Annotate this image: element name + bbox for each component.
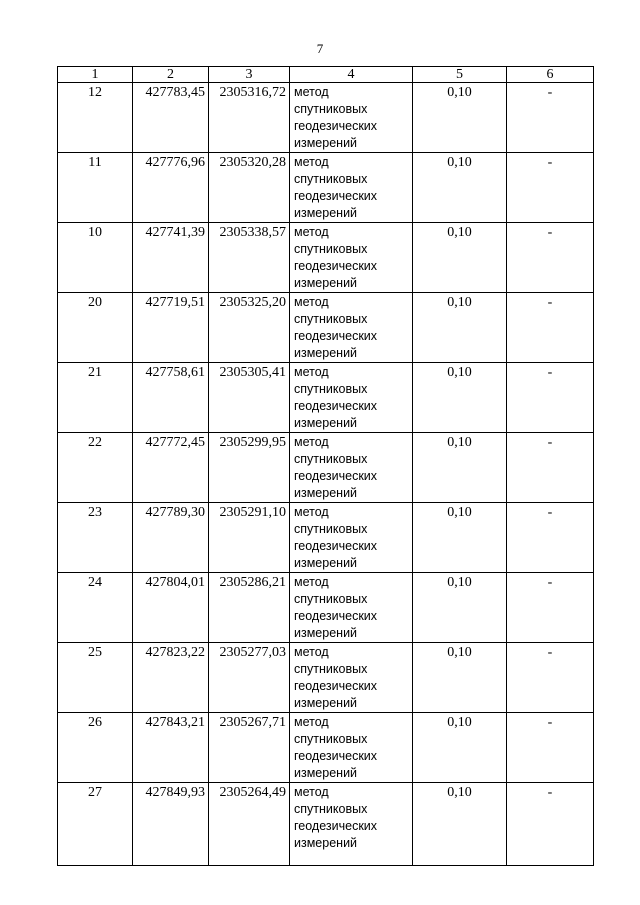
accuracy-cell: 0,10 bbox=[413, 503, 507, 573]
x-coordinate-cell: 427804,01 bbox=[133, 573, 209, 643]
x-coordinate-cell: 427843,21 bbox=[133, 713, 209, 783]
method-cell bbox=[290, 433, 413, 503]
method-text-line: метод bbox=[294, 645, 329, 659]
accuracy-cell: 0,10 bbox=[413, 783, 507, 866]
column-header: 6 bbox=[507, 67, 594, 83]
method-text-line: спутниковых bbox=[294, 312, 368, 326]
x-coordinate-cell: 427776,96 bbox=[133, 153, 209, 223]
method-text-line: спутниковых bbox=[294, 172, 368, 186]
column-header: 3 bbox=[209, 67, 290, 83]
x-coordinate-cell: 427719,51 bbox=[133, 293, 209, 363]
point-number-cell: 12 bbox=[58, 83, 133, 153]
method-text-line: метод bbox=[294, 505, 329, 519]
y-coordinate-cell: 2305325,20 bbox=[209, 293, 290, 363]
column-header: 2 bbox=[133, 67, 209, 83]
column-header: 5 bbox=[413, 67, 507, 83]
accuracy-cell: 0,10 bbox=[413, 573, 507, 643]
accuracy-cell: 0,10 bbox=[413, 363, 507, 433]
table-row bbox=[58, 223, 594, 293]
x-coordinate-cell: 427772,45 bbox=[133, 433, 209, 503]
formula-cell: - bbox=[507, 713, 594, 783]
method-cell bbox=[290, 83, 413, 153]
point-number-cell: 25 bbox=[58, 643, 133, 713]
method-text-line: геодезических bbox=[294, 749, 378, 763]
method-text-line: спутниковых bbox=[294, 452, 368, 466]
method-text-line: спутниковых bbox=[294, 802, 368, 816]
formula-cell: - bbox=[507, 223, 594, 293]
x-coordinate-cell: 427741,39 bbox=[133, 223, 209, 293]
method-text-line: метод bbox=[294, 85, 329, 99]
formula-cell: - bbox=[507, 293, 594, 363]
accuracy-cell: 0,10 bbox=[413, 83, 507, 153]
accuracy-cell: 0,10 bbox=[413, 153, 507, 223]
point-number-cell: 24 bbox=[58, 573, 133, 643]
point-number-cell: 21 bbox=[58, 363, 133, 433]
table-row bbox=[58, 293, 594, 363]
method-text-line: метод bbox=[294, 575, 329, 589]
method-text-line: спутниковых bbox=[294, 242, 368, 256]
y-coordinate-cell: 2305299,95 bbox=[209, 433, 290, 503]
formula-cell: - bbox=[507, 643, 594, 713]
accuracy-cell: 0,10 bbox=[413, 643, 507, 713]
method-text-line: геодезических bbox=[294, 399, 378, 413]
method-text-line: спутниковых bbox=[294, 592, 368, 606]
y-coordinate-cell: 2305291,10 bbox=[209, 503, 290, 573]
accuracy-cell: 0,10 bbox=[413, 713, 507, 783]
method-text-line: метод bbox=[294, 435, 329, 449]
x-coordinate-cell: 427758,61 bbox=[133, 363, 209, 433]
y-coordinate-cell: 2305286,21 bbox=[209, 573, 290, 643]
method-text-line: спутниковых bbox=[294, 662, 368, 676]
method-text-line: измерений bbox=[294, 696, 358, 710]
point-number-cell: 23 bbox=[58, 503, 133, 573]
coordinates-table bbox=[57, 66, 594, 866]
method-text-line: геодезических bbox=[294, 679, 378, 693]
point-number-cell: 26 bbox=[58, 713, 133, 783]
method-text-line: геодезических bbox=[294, 259, 378, 273]
method-cell bbox=[290, 153, 413, 223]
method-text-line: измерений bbox=[294, 416, 358, 430]
y-coordinate-cell: 2305267,71 bbox=[209, 713, 290, 783]
method-text-line: измерений bbox=[294, 346, 358, 360]
formula-cell: - bbox=[507, 503, 594, 573]
method-text-line: метод bbox=[294, 225, 329, 239]
method-text-line: спутниковых bbox=[294, 102, 368, 116]
y-coordinate-cell: 2305305,41 bbox=[209, 363, 290, 433]
method-text-line: геодезических bbox=[294, 189, 378, 203]
method-cell bbox=[290, 783, 413, 866]
table-header-row bbox=[58, 67, 594, 83]
method-text-line: геодезических bbox=[294, 119, 378, 133]
method-text-line: геодезических bbox=[294, 469, 378, 483]
method-text-line: метод bbox=[294, 715, 329, 729]
method-text-line: метод bbox=[294, 295, 329, 309]
method-text-line: спутниковых bbox=[294, 522, 368, 536]
x-coordinate-cell: 427849,93 bbox=[133, 783, 209, 866]
method-cell bbox=[290, 223, 413, 293]
formula-cell: - bbox=[507, 83, 594, 153]
method-cell bbox=[290, 293, 413, 363]
table-row bbox=[58, 363, 594, 433]
column-header: 1 bbox=[58, 67, 133, 83]
accuracy-cell: 0,10 bbox=[413, 223, 507, 293]
accuracy-cell: 0,10 bbox=[413, 433, 507, 503]
formula-cell: - bbox=[507, 573, 594, 643]
y-coordinate-cell: 2305338,57 bbox=[209, 223, 290, 293]
accuracy-cell: 0,10 bbox=[413, 293, 507, 363]
table-row bbox=[58, 713, 594, 783]
method-text-line: измерений bbox=[294, 276, 358, 290]
x-coordinate-cell: 427783,45 bbox=[133, 83, 209, 153]
x-coordinate-cell: 427789,30 bbox=[133, 503, 209, 573]
method-cell bbox=[290, 713, 413, 783]
point-number-cell: 27 bbox=[58, 783, 133, 866]
formula-cell: - bbox=[507, 363, 594, 433]
method-text-line: измерений bbox=[294, 836, 358, 850]
table-row bbox=[58, 153, 594, 223]
method-cell bbox=[290, 503, 413, 573]
method-text-line: спутниковых bbox=[294, 732, 368, 746]
method-text-line: измерений bbox=[294, 136, 358, 150]
formula-cell: - bbox=[507, 433, 594, 503]
method-text-line: измерений bbox=[294, 486, 358, 500]
point-number-cell: 10 bbox=[58, 223, 133, 293]
page-number: 7 bbox=[316, 41, 324, 56]
table-row bbox=[58, 503, 594, 573]
point-number-cell: 11 bbox=[58, 153, 133, 223]
table-row bbox=[58, 573, 594, 643]
method-text-line: спутниковых bbox=[294, 382, 368, 396]
method-text-line: измерений bbox=[294, 556, 358, 570]
formula-cell: - bbox=[507, 153, 594, 223]
method-text-line: геодезических bbox=[294, 539, 378, 553]
method-text-line: метод bbox=[294, 365, 329, 379]
table-row bbox=[58, 783, 594, 866]
method-cell bbox=[290, 643, 413, 713]
x-coordinate-cell: 427823,22 bbox=[133, 643, 209, 713]
column-header: 4 bbox=[290, 67, 413, 83]
method-text-line: геодезических bbox=[294, 329, 378, 343]
method-cell bbox=[290, 363, 413, 433]
y-coordinate-cell: 2305277,03 bbox=[209, 643, 290, 713]
formula-cell: - bbox=[507, 783, 594, 866]
y-coordinate-cell: 2305264,49 bbox=[209, 783, 290, 866]
y-coordinate-cell: 2305320,28 bbox=[209, 153, 290, 223]
method-text-line: геодезических bbox=[294, 609, 378, 623]
method-text-line: измерений bbox=[294, 766, 358, 780]
table-row bbox=[58, 83, 594, 153]
method-text-line: метод bbox=[294, 155, 329, 169]
point-number-cell: 22 bbox=[58, 433, 133, 503]
table-row bbox=[58, 433, 594, 503]
table-row bbox=[58, 643, 594, 713]
method-text-line: геодезических bbox=[294, 819, 378, 833]
y-coordinate-cell: 2305316,72 bbox=[209, 83, 290, 153]
method-cell bbox=[290, 573, 413, 643]
point-number-cell: 20 bbox=[58, 293, 133, 363]
method-text-line: метод bbox=[294, 785, 329, 799]
method-text-line: измерений bbox=[294, 626, 358, 640]
method-text-line: измерений bbox=[294, 206, 358, 220]
